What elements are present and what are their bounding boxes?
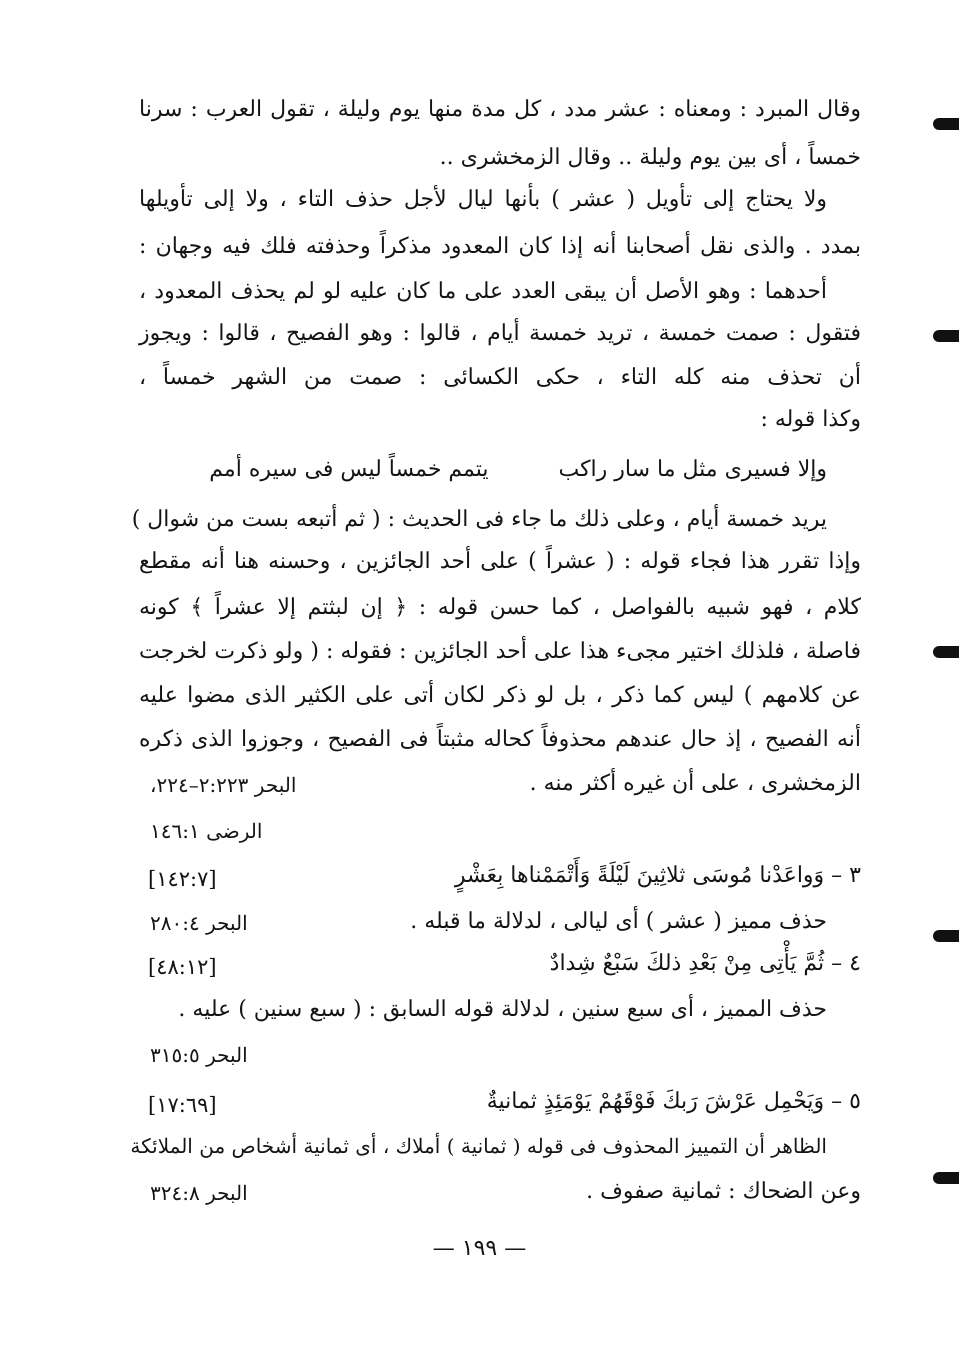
text-line-10: يريد خمسة أيام ، وعلى ذلك ما جاء فى الحديث : ( ثم أتبعه بست من شوال ): [131, 507, 827, 532]
text-line-1: وقال المبرد : ومعناه : عشر مدد ، كل مدة منها يوم وليلة ، تقول العرب : سرنا: [139, 97, 861, 122]
edge-mark: [933, 930, 959, 942]
poem-verse: وإلا فسيرى مثل ما سار راكب يتمم خمساً ليس فى سيره أمم: [209, 457, 827, 482]
reference-rida: الرضى ١٤٦:١: [150, 819, 263, 843]
note-4: حذف المميز ، أى سبع سنين ، لدلالة قوله السابق : ( سبع سنين ) عليه .: [178, 997, 827, 1022]
edge-mark: [933, 118, 959, 130]
edge-mark: [933, 646, 959, 658]
text-line-7: أن تحذف منه كله التاء ، حكى الكسائى : صمت من الشهر خمساً ،: [139, 365, 861, 390]
reference-bahr: البحر ٢:٢٢٣–٢٢٤،: [150, 773, 297, 797]
verse-reference-3: [١٤٢:٧]: [148, 867, 217, 891]
text-line-13: فاصلة ، فلذلك اختير مجىء هذا على أحد الجائزين : فقوله : ( ولو ذكرت لخرجت: [139, 639, 861, 664]
edge-mark: [933, 330, 959, 342]
edge-mark: [933, 1172, 959, 1184]
text-line-2: خمساً ، أى بين يوم وليلة .. وقال الزمخشرى ..: [439, 145, 861, 170]
quran-verse-5: ٥ – وَيَحْمِل عَرْشَ رَبكَ فَوْقَهُمْ يَوْمَئِذٍ ثمانيةٌ: [486, 1089, 861, 1114]
text-line-12: كلام ، فهو شبيه بالفواصل ، كما حسن قوله : ﴿ إن لبثتم إلا عشراً ﴾ كونه: [139, 595, 861, 620]
reference-bahr-4: البحر ٣١٥:٥: [150, 1043, 248, 1067]
reference-bahr-3: البحر ٢٨٠:٤: [150, 911, 248, 935]
quran-verse-3: ٣ – وَواعَدْنا مُوسَى ثلاثِينَ لَيْلَةً وَأَتْمَمْناها بِعَشْرٍ: [454, 863, 861, 888]
verse-reference-4: [٤٨:١٢]: [148, 955, 217, 979]
quran-verse-4: ٤ – ثُمَّ يَأْتِى مِنْ بَعْدِ ذلكَ سَبْعٌ شِدادٌ: [549, 951, 861, 976]
page-number: — ١٩٩ —: [432, 1236, 527, 1261]
text-line-14: عن كلامهم ) ليس كما ذكر ، بل لو ذكر لكان أتى على الكثير الذى مضوا عليه: [139, 683, 861, 708]
note-5-line-1: الظاهر أن التمييز المحذوف فى قوله ( ثمانية ) أملاك ، أى ثمانية أشخاص من الملائكة: [130, 1134, 827, 1158]
text-line-16: الزمخشرى ، على أن غيره أكثر منه .: [529, 771, 861, 796]
reference-bahr-5: البحر ٣٢٤:٨: [150, 1181, 248, 1205]
text-line-4: بمدد . والذى نقل أصحابنا أنه إذا كان المعدود مذكراً وحذفته فلك فيه وجهان :: [139, 234, 861, 259]
text-line-11: وإذا تقرر هذا فجاء قوله : ( عشراً ) على أحد الجائزين ، وحسنه هنا أنه مقطع: [139, 549, 861, 574]
text-line-15: أنه الفصيح ، إذ حال عندهم محذوفاً كحاله مثبتاً فى الفصيح ، وجوزوا الذى ذكره: [139, 727, 861, 752]
note-5-line-2: وعن الضحاك : ثمانية صفوف .: [586, 1179, 861, 1204]
text-line-5: أحدهما : وهو الأصل أن يبقى العدد على ما كان عليه لو لم يحذف المعدود ،: [139, 279, 827, 304]
text-line-6: فتقول : صمت خمسة ، تريد خمسة أيام ، قالوا : وهو الفصيح ، قالوا : ويجوز: [139, 321, 861, 346]
text-line-8: وكذا قوله :: [760, 407, 861, 432]
verse-reference-5: [١٧:٦٩]: [148, 1093, 217, 1117]
text-line-3: ولا يحتاج إلى تأويل ( عشر ) بأنها ليال لأجل حذف التاء ، ولا إلى تأويلها: [139, 187, 827, 212]
note-3: حذف مميز ( عشر ) أى ليالى ، لدلالة ما قبله .: [410, 909, 827, 934]
